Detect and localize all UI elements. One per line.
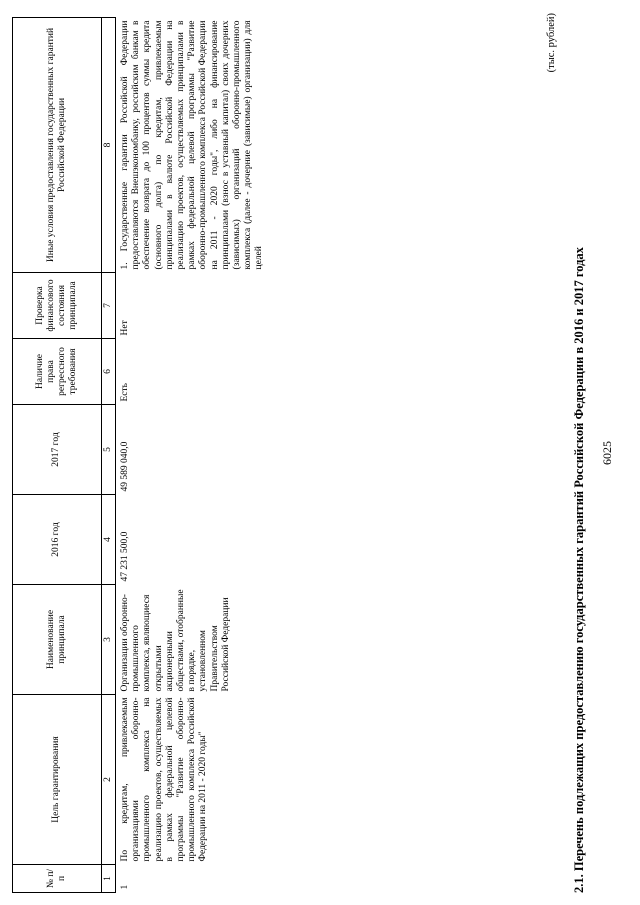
recourse-right: Есть <box>120 382 130 402</box>
column-number: 8 <box>102 18 116 273</box>
page-number: 6025 <box>600 441 614 465</box>
page-title: 2.1. Перечень подлежащих предоставлению государственных гарантий Российской Федерации в 2016 и 2017 годах <box>572 247 586 893</box>
header-number: № п/п <box>13 865 102 893</box>
rotated-page <box>12 13 622 893</box>
header-principal: Наименование принципала <box>13 585 102 695</box>
guarantees-table <box>12 17 270 893</box>
column-number-row <box>102 18 116 893</box>
column-number: 4 <box>102 495 116 585</box>
header-recourse: Наличие права регрессного требования <box>13 339 102 405</box>
other-conditions: 1. Государственные гарантии Российской Федерации предоставляются Внешэкономбанку, российским банкам в обеспечение возврата до 100 процентов суммы кредита (основного долга) по кредитам, привлекаемым принципалами в валюте Российской Федерации на реализацию проектов, осуществляемых принципалами в рамках федеральной целевой программы "Развитие оборонно-промышленного комплекса Российской Федерации на 2011 - 2020 годы", либо на финансирование принципалами (взнос в уставный капитал) своих дочерних (зависимых) организаций оборонно-промышленного комплекса (далее - дочерние (зависимые) организации) для целей <box>120 20 265 270</box>
header-financial-check: Проверка финансового состояния принципала <box>13 273 102 339</box>
header-2016: 2016 год <box>13 495 102 585</box>
header-row <box>13 18 102 893</box>
amount-2017: 49 589 040,0 <box>120 441 130 492</box>
column-number: 1 <box>102 865 116 893</box>
financial-check: Нет <box>120 320 130 336</box>
column-number: 3 <box>102 585 116 695</box>
guarantee-purpose: По кредитам, привлекаемым организациями оборонно-промышленного комплекса на реализацию проектов, осуществляемых в рамках федеральной целевой программы "Развитие оборонно-промышленного комплекса Российской Федерации на 2011 - 2020 годы" <box>120 697 209 862</box>
table-row <box>116 18 270 893</box>
amount-2016: 47 231 500,0 <box>120 531 130 582</box>
column-number: 6 <box>102 339 116 405</box>
column-number: 2 <box>102 695 116 865</box>
units-label: (тыс. рублей) <box>546 13 557 73</box>
principal-name: Организации оборонно-промышленного комплекса, являющиеся открытыми акционерными обществами, отобранные в порядке, установленном Правительством Российской Федерации <box>120 589 231 692</box>
column-number: 5 <box>102 405 116 495</box>
header-purpose: Цель гарантирования <box>13 695 102 865</box>
column-number: 7 <box>102 273 116 339</box>
header-2017: 2017 год <box>13 405 102 495</box>
row-number: 1 <box>120 884 130 890</box>
header-other-conditions: Иные условия предоставления государственных гарантий Российской Федерации <box>13 18 102 273</box>
